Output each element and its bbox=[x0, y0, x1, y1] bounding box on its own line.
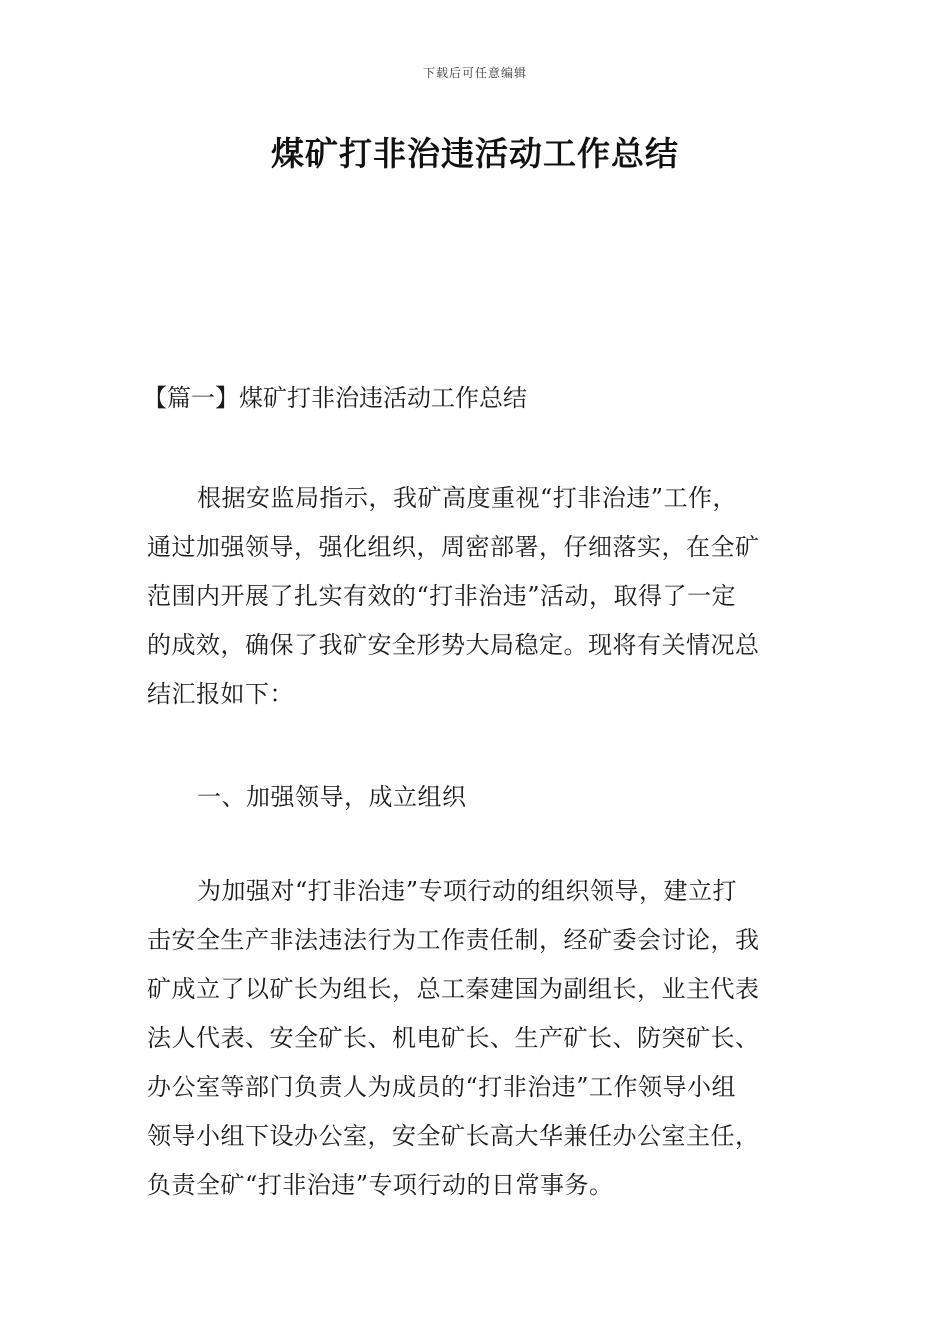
paragraph-line: 办公室等部门负责人为成员的“打非治违”工作领导小组 bbox=[147, 1073, 737, 1101]
subheading-block bbox=[147, 773, 807, 822]
subheading: 一、加强领导，成立组织 bbox=[197, 783, 467, 811]
paragraph-organization bbox=[147, 867, 807, 1210]
paragraph-line: 法人代表、安全矿长、机电矿长、生产矿长、防突矿长、 bbox=[147, 1024, 760, 1052]
header-note: 下载后可任意编辑 bbox=[422, 66, 527, 80]
paragraph-line: 根据安监局指示，我矿高度重视“打非治违”工作， bbox=[197, 484, 738, 512]
paragraph-line: 结汇报如下： bbox=[147, 680, 294, 708]
page-title: 煤矿打非治违活动工作总结 bbox=[271, 134, 679, 173]
paragraph-line: 矿成立了以矿长为组长，总工秦建国为副组长，业主代表 bbox=[147, 975, 760, 1003]
paragraph-line: 的成效，确保了我矿安全形势大局稳定。现将有关情况总 bbox=[147, 631, 760, 659]
paragraph-line: 范围内开展了扎实有效的“打非治违”活动，取得了一定 bbox=[147, 582, 737, 610]
paragraph-line: 负责全矿“打非治违”专项行动的日常事务。 bbox=[147, 1171, 614, 1199]
section-heading: 【篇一】煤矿打非治违活动工作总结 bbox=[143, 384, 527, 412]
paragraph-line: 击安全生产非法违法行为工作责任制，经矿委会讨论，我 bbox=[147, 926, 760, 954]
paragraph-line: 通过加强领导，强化组织，周密部署，仔细落实，在全矿 bbox=[147, 533, 760, 561]
paragraph-line: 为加强对“打非治违”专项行动的组织领导，建立打 bbox=[197, 877, 738, 905]
paragraph-intro bbox=[147, 474, 807, 719]
paragraph-line: 领导小组下设办公室，安全矿长高大华兼任办公室主任， bbox=[147, 1122, 760, 1150]
